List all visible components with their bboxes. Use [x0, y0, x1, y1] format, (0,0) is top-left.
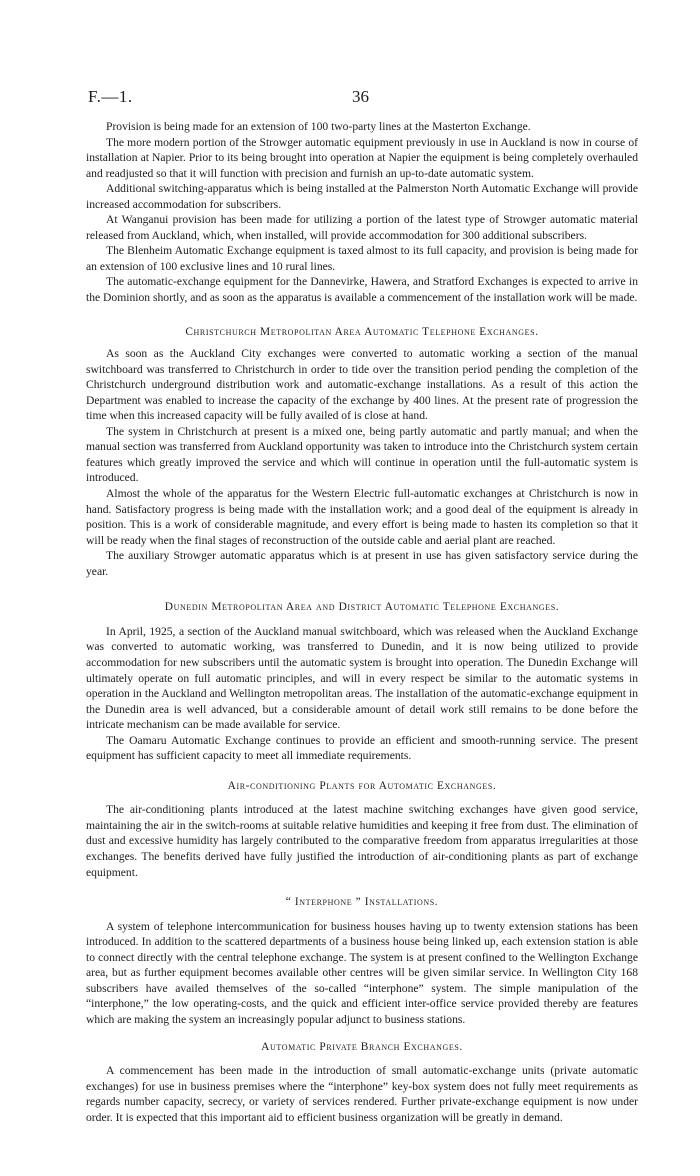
paragraph: Additional switching-apparatus which is being installed at the Palmerston North Automatic Exchange will provide increased accommodation for subscribers.: [86, 182, 638, 211]
paragraph: The more modern portion of the Strowger automatic equipment previously in use in Auckland is now in course of installation at Napier. Prior to its being brought into operation at Napier the equipment is being completely overhauled and readjusted so that it will function with precision and furnish an up-to-date automatic system.: [86, 135, 638, 180]
paragraph: The system in Christchurch at present is a mixed one, being partly automatic and partly manual; and when the manual section was transferred from Auckland opportunity was taken to introduce into the Christchurch system certain features which greatly improved the service and which will continue in operation until the full-automatic system is introduced.: [86, 424, 638, 485]
paragraph: At Wanganui provision has been made for utilizing a portion of the latest type of Strowger automatic material released from Auckland, which, when installed, will provide accommodation for 300 additional subscribers.: [86, 213, 638, 242]
section-heading-private-branch: Automatic Private Branch Exchanges.: [261, 1041, 463, 1054]
paragraph: The air-conditioning plants introduced at the latest machine switching exchanges have given good service, maintaining the air in the switch-rooms at suitable relative humidities and keeping it free from dust. The elimination of dust and excessive humidity has largely contributed to the comparative freedom from apparatus irregularities at those exchanges. The benefits derived have fully justified the introduction of air-conditioning plants as part of exchange equipment.: [86, 803, 638, 879]
paragraph: The Blenheim Automatic Exchange equipment is taxed almost to its full capacity, and provision is being made for an extension of 100 exclusive lines and 10 rural lines.: [86, 244, 638, 273]
paragraph: Almost the whole of the apparatus for the Western Electric full-automatic exchanges at Christchurch is now in hand. Satisfactory progress is being made with the installation work; and a good deal of the equipment is already in position. This is a work of considerable magnitude, and every effort is being made to hasten its completion so that it will be ready when the final stages of reconstruction of the outside cable and aerial plant are reached.: [86, 487, 638, 547]
paragraph: As soon as the Auckland City exchanges were converted to automatic working a section of the manual switchboard was transferred to Christchurch in order to tide over the transition period pending the completion of the Christchurch underground distribution work and automatic-exchange installations. As a result of this action the Department was enabled to increase the capacity of the exchange by 400 lines. At the present rate of progression the time when this increased capacity will be fully availed of is close at hand.: [86, 347, 638, 423]
page-number: 36: [352, 87, 369, 106]
section-heading-dunedin: Dunedin Metropolitan Area and District Automatic Telephone Exchanges.: [164, 601, 560, 614]
paragraph: The Oamaru Automatic Exchange continues to provide an efficient and smooth-running service. The present equipment has sufficient capacity to meet all immediate requirements.: [86, 733, 638, 763]
paragraph: A system of telephone intercommunication for business houses having up to twenty extension stations has been introduced. In addition to the scattered departments of a business house being linked up, each extension station is able to connect directly with the central telephone exchange. The system is at present confined to the Wellington Exchange area, but as further equipment becomes available other centres will be given similar service. In Wellington City 168 subscribers have availed themselves of the so-called “interphone” system. The simple manipulation of the “interphone,” the low operating-costs, and the quick and efficient inter-office service provided thereby are features which are making the system an increasingly popular adjunct to business stations.: [86, 919, 638, 1026]
section-heading-christchurch: Christchurch Metropolitan Area Automatic Telephone Exchanges.: [185, 325, 539, 338]
paragraph: The auxiliary Strowger automatic apparatus which is at present in use has given satisfactory service during the year.: [86, 549, 638, 578]
paragraph: In April, 1925, a section of the Auckland manual switchboard, which was released when the Auckland Exchange was converted to automatic working, was transferred to Dunedin, and it is now being utilized to provide accommodation for new subscribers until the automatic system is brought into operation. The Dunedin Exchange will ultimately operate on full automatic principles, and will in every respect be similar to the automatic systems in operation in the Auckland and Wellington metropolitan areas. The installation of the automatic-exchange equipment in the Dunedin area is well advanced, but a considerable amount of detail work still remains to be done before the intricate mechanism can be made available for service.: [86, 624, 638, 732]
section-heading-air-conditioning: Air-conditioning Plants for Automatic Exchanges.: [227, 779, 497, 792]
section-heading-interphone: “ Interphone ” Installations.: [285, 896, 439, 909]
paragraph: The automatic-exchange equipment for the Dannevirke, Hawera, and Stratford Exchanges is expected to arrive in the Dominion shortly, and as soon as the apparatus is available a commencement of the installation work will be made.: [86, 275, 638, 305]
paragraph: A commencement has been made in the introduction of small automatic-exchange units (private automatic exchanges) for use in business premises where the “interphone” key-box system does not fully meet requirements as regards number capacity, secrecy, or variety of services rendered. Further private-exchange equipment is now under order. It is expected that this important aid to efficient business organization will be greatly in demand.: [86, 1063, 638, 1124]
body-text: [86, 119, 638, 1125]
report-reference: F.—1.: [88, 87, 133, 106]
paragraph: Provision is being made for an extension of 100 two-party lines at the Masterton Exchange.: [106, 120, 531, 133]
